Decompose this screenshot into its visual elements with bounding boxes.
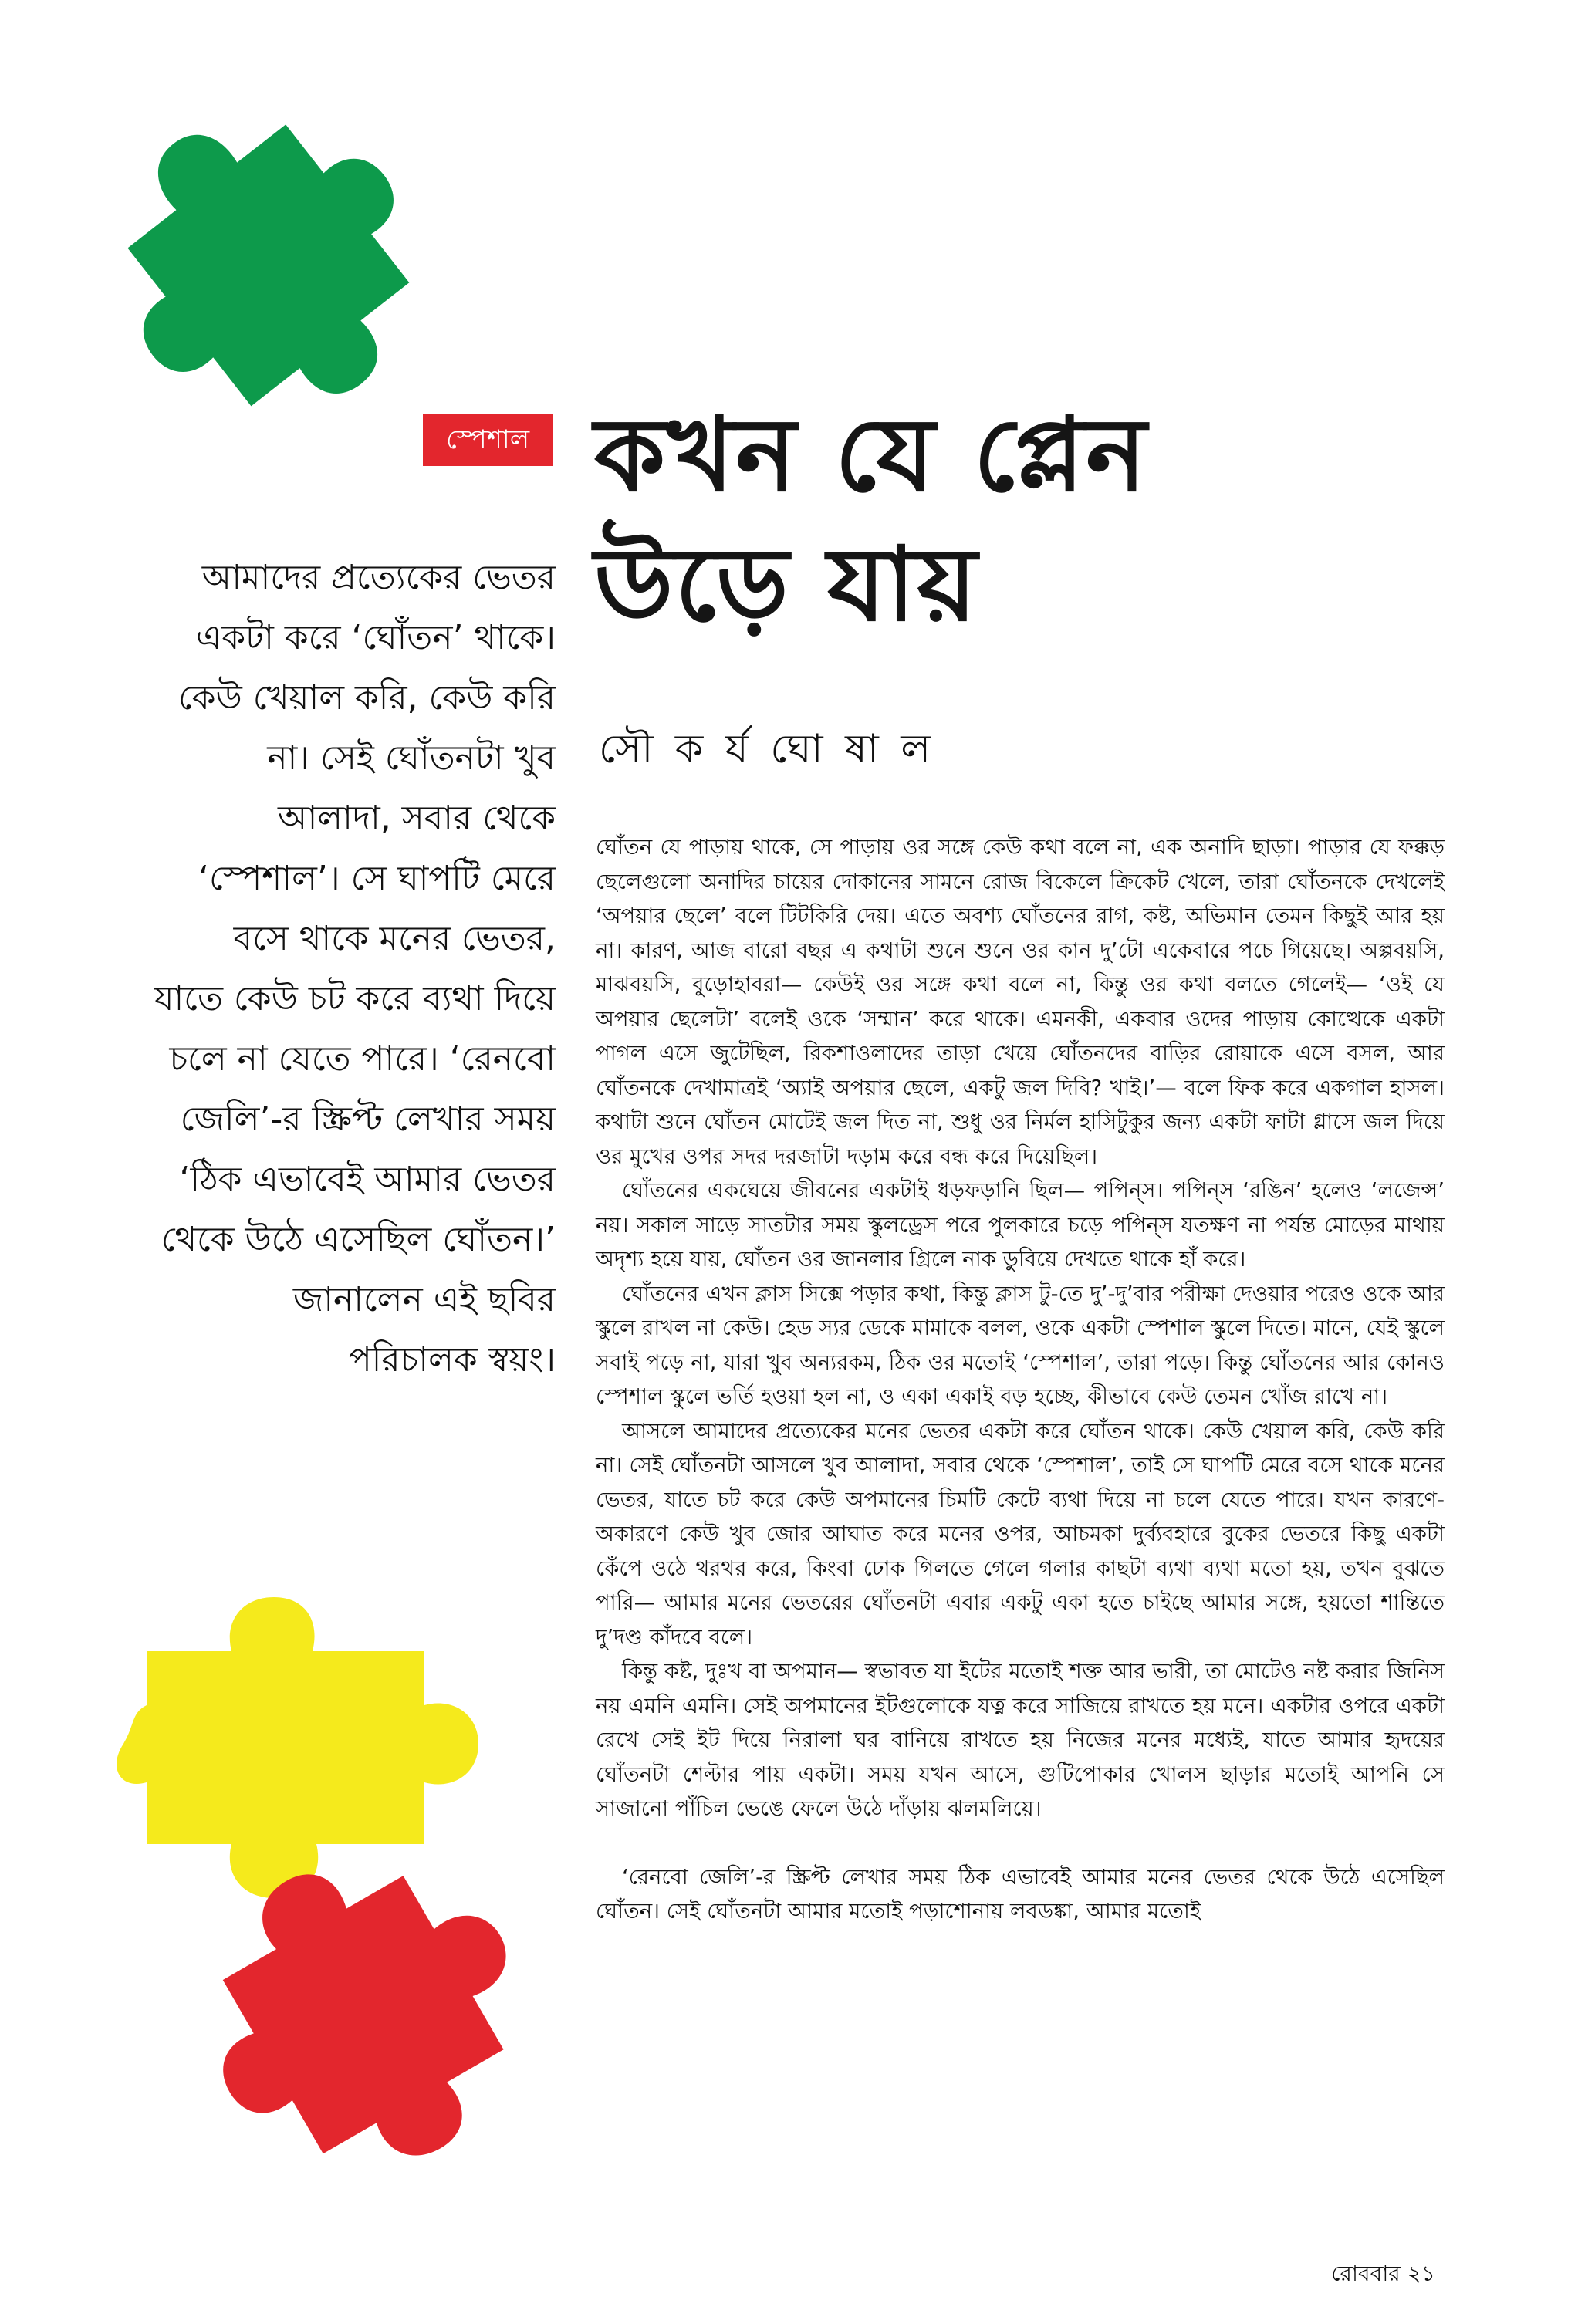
green-puzzle-piece-illustration: [85, 69, 440, 471]
author-byline: সৌ ক র্য ঘো ষা ল: [599, 726, 936, 772]
article-paragraph: ঘোঁতনের একঘেয়ে জীবনের একটাই ধড়ফড়ানি ছিল— পপিন্‌স। পপিন্‌স ‘রঙিন’ হলেও ‘লজেন্স’ নয়। সকাল সাড়ে সাতটার সময় স্কুলড্রেস পরে পুলকারে চড়ে পপিন্‌স যতক্ষণ না পর্যন্ত মোড়ের মাথায় অদৃশ্য হয়ে যায়, ঘোঁতন ওর জানলার গ্রিলে নাক ডুবিয়ে দেখতে থাকে হাঁ করে।: [596, 1178, 1445, 1272]
article-paragraph: ‘রেনবো জেলি’-র স্ক্রিপ্ট লেখার সময় ঠিক এভাবেই আমার মনের ভেতর থেকে উঠে এসেছিল ঘোঁতন। সেই ঘোঁতনটা আমার মতোই পড়াশোনায় লবডঙ্কা, আমার মতোই: [596, 1864, 1445, 1924]
page-footer: রোববার ২১: [1331, 2261, 1435, 2286]
article-paragraph: ঘোঁতনের এখন ক্লাস সিক্সে পড়ার কথা, কিন্তু ক্লাস টু-তে দু’-দু’বার পরীক্ষা দেওয়ার পরেও ওকে আর স্কুলে রাখল না কেউ। হেড স্যর ডেকে মামাকে বলল, ওকে একটা স্পেশাল স্কুলে দিতে। মানে, যেই স্কুলে সবাই পড়ে না, যারা খুব অন্যরকম, ঠিক ওর মতোই ‘স্পেশাল’, তারা পড়ে। কিন্তু ঘোঁতনের আর কোনও স্পেশাল স্কুলে ভর্তি হওয়া হল না, ও একা একাই বড় হচ্ছে, কীভাবে কেউ তেমন খোঁজ রাখে না।: [596, 1281, 1445, 1409]
red-puzzle-piece-illustration: [170, 1805, 556, 2207]
article-paragraph: ঘোঁতন যে পাড়ায় থাকে, সে পাড়ায় ওর সঙ্গে কেউ কথা বলে না, এক অনাদি ছাড়া। পাড়ার যে ফক্কড় ছেলেগুলো অনাদির চায়ের দোকানের সামনে রোজ বিকেলে ক্রিকেট খেলে, তারা ঘোঁতনকে দেখলেই ‘অপয়ার ছেলে’ বলে টিটকিরি দেয়। এতে অবশ্য ঘোঁতনের রাগ, কষ্ট, অভিমান তেমন কিছুই আর হয় না। কারণ, আজ বারো বছর এ কথাটা শুনে শুনে ওর কান দু’টো একেবারে পচে গিয়েছে। অল্পবয়সি, মাঝবয়সি, বুড়োহাবরা— কেউই ওর সঙ্গে কথা বলে না, কিন্তু ওর কথা বলতে গেলেই— ‘ওই যে অপয়ার ছেলেটা’ বলেই ওকে ‘সম্মান’ করে থাকে। এমনকী, একবার ওদের পাড়ায় কোত্থেকে একটা পাগল এসে জুটেছিল, রিকশাওলাদের তাড়া খেয়ে ঘোঁতনদের বাড়ির রোয়াকে এসে বসল, আর ঘোঁতনকে দেখামাত্রই ‘অ্যাই অপয়ার ছেলে, একটু জল দিবি? খাই।’— বলে ফিক করে একগাল হাসল। কথাটা শুনে ঘোঁতন মোটেই জল দিত না, শুধু ওর নির্মল হাসিটুকুর জন্য একটা ফাটা গ্লাসে জল দিয়ে ওর মুখের ওপর সদর দরজাটা দড়াম করে বন্ধ করে দিয়েছিল।: [596, 835, 1445, 1169]
article-paragraph: আসলে আমাদের প্রত্যেকের মনের ভেতর একটা করে ঘোঁতন থাকে। কেউ খেয়াল করি, কেউ করি না। সেই ঘোঁতনটা আসলে খুব আলাদা, সবার থেকে ‘স্পেশাল’, তাই সে ঘাপটি মেরে বসে থাকে মনের ভেতর, যাতে চট করে কেউ অপমানের চিমটি কেটে ব্যথা দিয়ে না চলে যেতে পারে। যখন কারণে-অকারণে কেউ খুব জোর আঘাত করে মনের ওপর, আচমকা দুর্ব্যবহারে বুকের ভেতরে কিছু একটা কেঁপে ওঠে থরথর করে, কিংবা ঢোক গিলতে গেলে গলার কাছটা ব্যথা ব্যথা মতো হয়, তখন বুঝতে পারি— আমার মনের ভেতরের ঘোঁতনটা এবার একটু একা হতে চাইছে আমার সঙ্গে, হয়তো শান্তিতে দু’দণ্ড কাঁদবে বলে।: [596, 1418, 1445, 1650]
title-line-1: কখন যে প্লেন: [594, 396, 1148, 515]
article-title: [594, 390, 1443, 650]
article-body: [596, 830, 1445, 1929]
article-paragraph: কিন্তু কষ্ট, দুঃখ বা অপমান— স্বভাবত যা ইটের মতোই শক্ত আর ভারী, তা মোটেও নষ্ট করার জিনিস নয় এমনি এমনি। সেই অপমানের ইটগুলোকে যত্ন করে সাজিয়ে রাখতে হয় মনে। একটার ওপরে একটা রেখে সেই ইট দিয়ে নিরালা ঘর বানিয়ে রাখতে হয় নিজের মনের মধ্যেই, যাতে আমার হৃদয়ের ঘোঁতনটা শেল্টার পায় একটা। সময় যখন আসে, গুটিপোকার খোলস ছাড়ার মতোই আপনি সে সাজানো পাঁচিল ভেঙে ফেলে উঠে দাঁড়ায় ঝলমলিয়ে।: [596, 1659, 1445, 1821]
title-line-2: উড়ে যায়: [594, 525, 979, 644]
section-badge: স্পেশাল: [423, 414, 553, 466]
pull-quote: আমাদের প্রত্যেকের ভেতর একটা করে ‘ঘোঁতন’ থাকে। কেউ খেয়াল করি, কেউ করি না। সেই ঘোঁতনটা খুব আলাদা, সবার থেকে ‘স্পেশাল’। সে ঘাপটি মেরে বসে থাকে মনের ভেতর, যাতে কেউ চট করে ব্যথা দিয়ে চলে না যেতে পারে। ‘রেনবো জেলি’-র স্ক্রিপ্ট লেখার সময় ‘ঠিক এভাবেই আমার ভেতর থেকে উঠে এসেছিল ঘোঁতন।’ জানালেন এই ছবির পরিচালক স্বয়ং।: [154, 558, 556, 1380]
